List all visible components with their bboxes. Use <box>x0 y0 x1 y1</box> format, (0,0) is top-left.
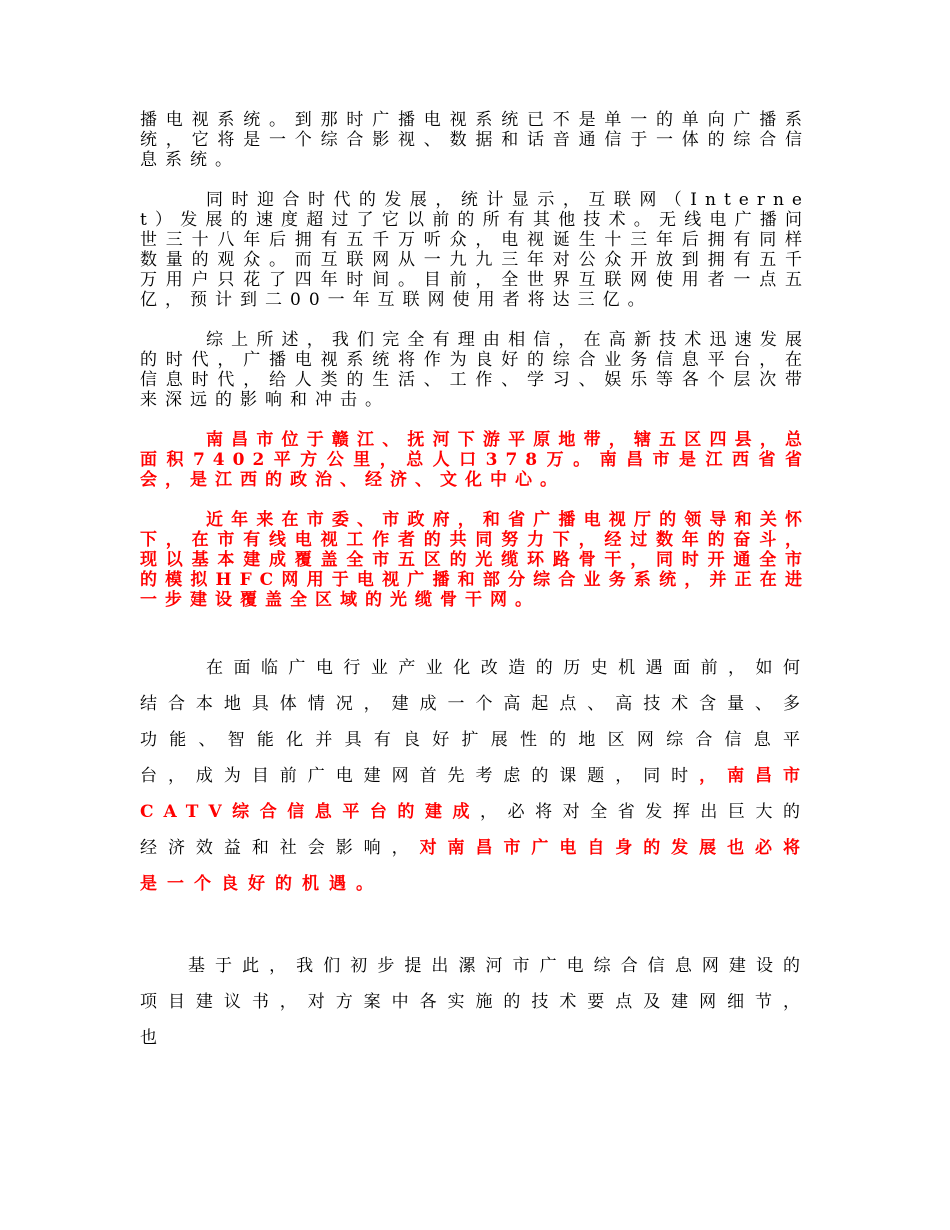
paragraph-7: 基于此，我们初步提出漯河市广电综合信息网建设的项目建议书，对方案中各实施的技术要点及建网细节，也 <box>140 956 810 1048</box>
paragraph-6 <box>140 650 810 902</box>
paragraph-4: 南昌市位于赣江、抚河下游平原地带，辖五区四县，总面积7402平方公里，总人口378万。南昌市是江西省省会，是江西的政治、经济、文化中心。 <box>140 430 810 490</box>
document-page <box>140 110 810 1056</box>
paragraph-6-part1: 在面临广电行业产业化改造的历史机遇面前，如何结合本地具体情况，建成一个高起点、高技术含量、多功能、智能化并具有良好扩展性的地区网综合信息平台，成为目前广电建网首先考虑的课题，同时 <box>140 658 810 786</box>
paragraph-2: 同时迎合时代的发展，统计显示，互联网（Internet）发展的速度超过了它以前的所有其他技术。无线电广播问世三十八年后拥有五千万听众，电视诞生十三年后拥有同样数量的观众。而互联网从一九九三年对公众开放到拥有五千万用户只花了四年时间。目前，全世界互联网使用者一点五亿，预计到二00一年互联网使用者将达三亿。 <box>140 190 810 310</box>
paragraph-3: 综上所述，我们完全有理由相信，在高新技术迅速发展的时代，广播电视系统将作为良好的综合业务信息平台，在信息时代，给人类的生活、工作、学习、娱乐等各个层次带来深远的影响和冲击。 <box>140 330 810 410</box>
paragraph-5: 近年来在市委、市政府，和省广播电视厅的领导和关怀下，在市有线电视工作者的共同努力下，经过数年的奋斗，现以基本建成覆盖全市五区的光缆环路骨干，同时开通全市的模拟HFC网用于电视广播和部分综合业务系统，并正在进一步建设覆盖全区域的光缆骨干网。 <box>140 510 810 610</box>
paragraph-6-highlight-1: ，南昌市CATV综合信息平台的建成 <box>140 766 811 822</box>
paragraph-1: 播电视系统。到那时广播电视系统已不是单一的单向广播系统，它将是一个综合影视、数据和话音通信于一体的综合信息系统。 <box>140 110 810 170</box>
paragraph-6-highlight-2: 对南昌市广电自身的发展也必将是一个良好的机遇。 <box>140 838 811 894</box>
paragraph-6-part3: ，必将对全省发挥出巨大的经济效益和社会影响， <box>140 802 810 858</box>
